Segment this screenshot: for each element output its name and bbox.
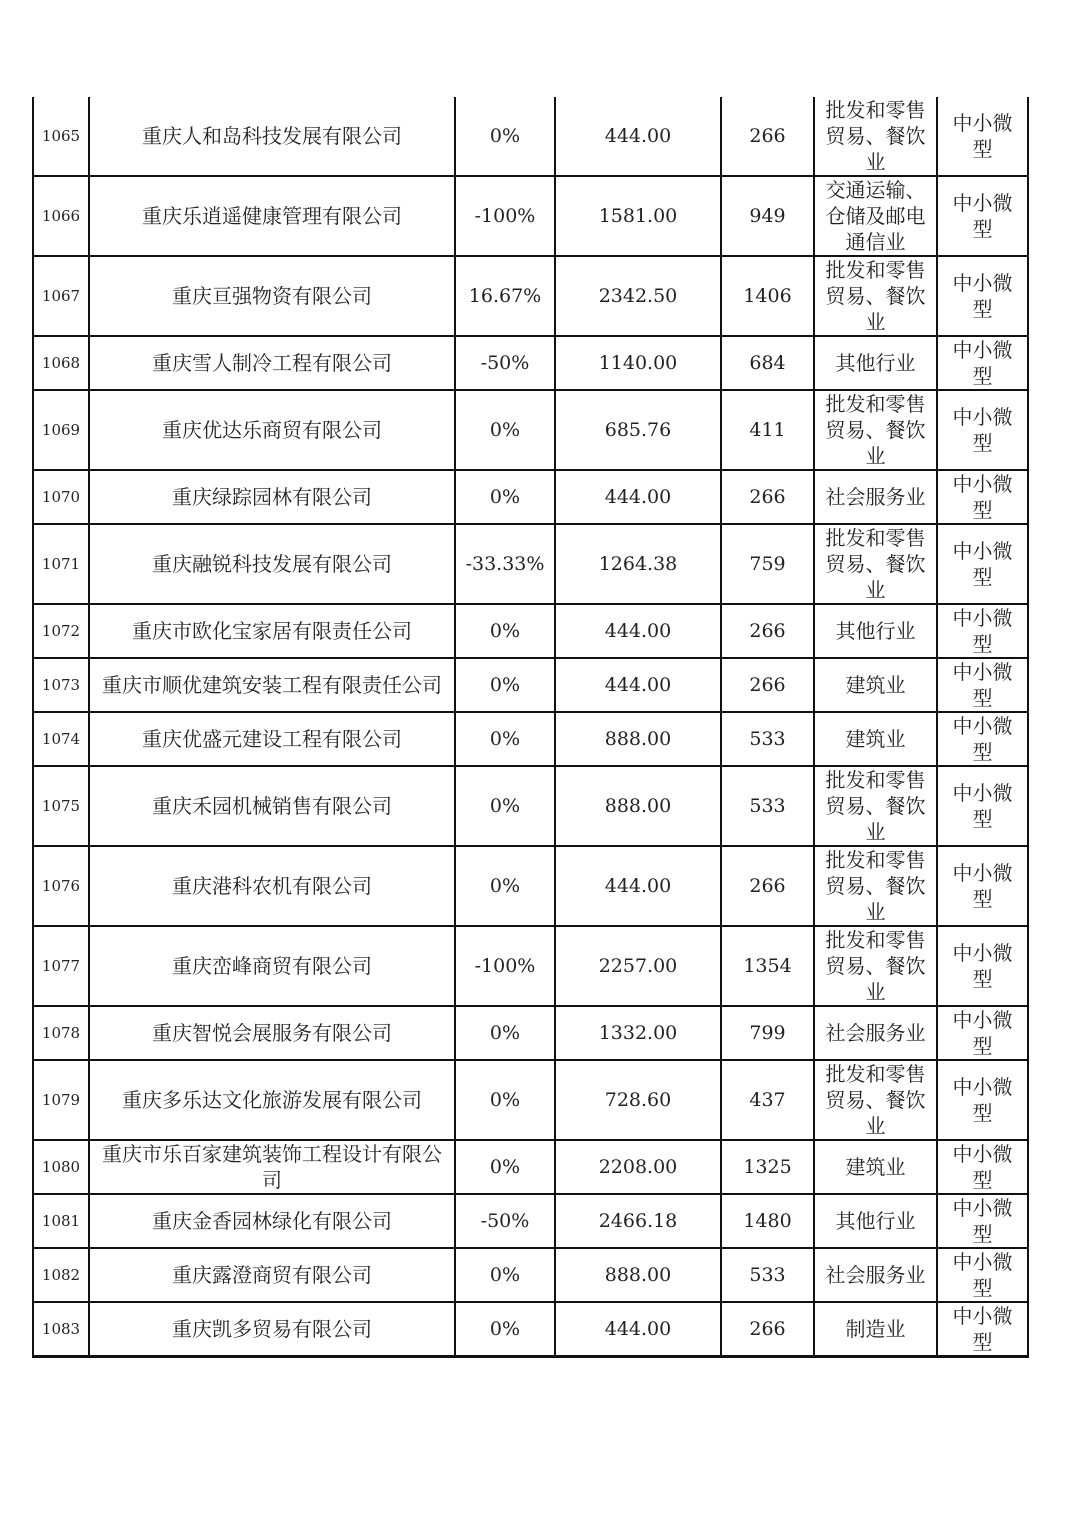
company-name-cell: 重庆多乐达文化旅游发展有限公司: [89, 1060, 455, 1140]
count-cell: 1406: [721, 256, 814, 336]
rate-cell: 0%: [455, 1140, 555, 1194]
table-row: [33, 846, 1028, 926]
rate-cell: 0%: [455, 1006, 555, 1060]
table-row: [33, 1194, 1028, 1248]
industry-cell: 建筑业: [814, 1140, 937, 1194]
enterprise-table: [32, 97, 1029, 1358]
rate-cell: 0%: [455, 766, 555, 846]
company-name-cell: 重庆雪人制冷工程有限公司: [89, 336, 455, 390]
industry-cell: 批发和零售贸易、餐饮业: [814, 766, 937, 846]
industry-cell: 社会服务业: [814, 1006, 937, 1060]
industry-cell: 批发和零售贸易、餐饮业: [814, 524, 937, 604]
rate-cell: 0%: [455, 390, 555, 470]
size-cell: 中小微型: [937, 1140, 1028, 1194]
company-name-cell: 重庆市乐百家建筑装饰工程设计有限公司: [89, 1140, 455, 1194]
count-cell: 266: [721, 846, 814, 926]
amount-cell: 1581.00: [555, 176, 721, 256]
company-name-cell: 重庆金香园林绿化有限公司: [89, 1194, 455, 1248]
table-row: [33, 604, 1028, 658]
amount-cell: 888.00: [555, 712, 721, 766]
size-cell: 中小微型: [937, 766, 1028, 846]
size-cell: 中小微型: [937, 1194, 1028, 1248]
amount-cell: 444.00: [555, 97, 721, 176]
amount-cell: 444.00: [555, 604, 721, 658]
enterprise-table-body: [33, 97, 1028, 1357]
rate-cell: 0%: [455, 470, 555, 524]
row-id-cell: 1080: [33, 1140, 89, 1194]
rate-cell: -33.33%: [455, 524, 555, 604]
table-row: [33, 926, 1028, 1006]
rate-cell: 16.67%: [455, 256, 555, 336]
amount-cell: 1264.38: [555, 524, 721, 604]
size-cell: 中小微型: [937, 712, 1028, 766]
company-name-cell: 重庆人和岛科技发展有限公司: [89, 97, 455, 176]
count-cell: 1354: [721, 926, 814, 1006]
rate-cell: 0%: [455, 1248, 555, 1302]
count-cell: 437: [721, 1060, 814, 1140]
rate-cell: -50%: [455, 1194, 555, 1248]
amount-cell: 2466.18: [555, 1194, 721, 1248]
row-id-cell: 1070: [33, 470, 89, 524]
table-row: [33, 766, 1028, 846]
size-cell: 中小微型: [937, 336, 1028, 390]
count-cell: 411: [721, 390, 814, 470]
size-cell: 中小微型: [937, 846, 1028, 926]
row-id-cell: 1078: [33, 1006, 89, 1060]
table-row: [33, 97, 1028, 176]
row-id-cell: 1073: [33, 658, 89, 712]
company-name-cell: 重庆港科农机有限公司: [89, 846, 455, 926]
count-cell: 684: [721, 336, 814, 390]
row-id-cell: 1081: [33, 1194, 89, 1248]
size-cell: 中小微型: [937, 176, 1028, 256]
company-name-cell: 重庆凯多贸易有限公司: [89, 1302, 455, 1357]
row-id-cell: 1074: [33, 712, 89, 766]
amount-cell: 444.00: [555, 846, 721, 926]
company-name-cell: 重庆市顺优建筑安装工程有限责任公司: [89, 658, 455, 712]
count-cell: 266: [721, 97, 814, 176]
size-cell: 中小微型: [937, 470, 1028, 524]
count-cell: 1480: [721, 1194, 814, 1248]
company-name-cell: 重庆亘强物资有限公司: [89, 256, 455, 336]
industry-cell: 社会服务业: [814, 470, 937, 524]
row-id-cell: 1076: [33, 846, 89, 926]
size-cell: 中小微型: [937, 658, 1028, 712]
company-name-cell: 重庆优达乐商贸有限公司: [89, 390, 455, 470]
amount-cell: 2257.00: [555, 926, 721, 1006]
amount-cell: 888.00: [555, 766, 721, 846]
company-name-cell: 重庆乐逍遥健康管理有限公司: [89, 176, 455, 256]
count-cell: 949: [721, 176, 814, 256]
amount-cell: 685.76: [555, 390, 721, 470]
row-id-cell: 1075: [33, 766, 89, 846]
count-cell: 266: [721, 604, 814, 658]
row-id-cell: 1072: [33, 604, 89, 658]
industry-cell: 批发和零售贸易、餐饮业: [814, 97, 937, 176]
amount-cell: 2342.50: [555, 256, 721, 336]
table-row: [33, 1248, 1028, 1302]
rate-cell: 0%: [455, 604, 555, 658]
company-name-cell: 重庆智悦会展服务有限公司: [89, 1006, 455, 1060]
size-cell: 中小微型: [937, 1248, 1028, 1302]
table-row: [33, 470, 1028, 524]
table-row: [33, 1302, 1028, 1357]
table-row: [33, 176, 1028, 256]
size-cell: 中小微型: [937, 256, 1028, 336]
count-cell: 533: [721, 766, 814, 846]
row-id-cell: 1066: [33, 176, 89, 256]
row-id-cell: 1067: [33, 256, 89, 336]
company-name-cell: 重庆绿踪园林有限公司: [89, 470, 455, 524]
count-cell: 533: [721, 1248, 814, 1302]
row-id-cell: 1077: [33, 926, 89, 1006]
count-cell: 533: [721, 712, 814, 766]
row-id-cell: 1082: [33, 1248, 89, 1302]
industry-cell: 社会服务业: [814, 1248, 937, 1302]
row-id-cell: 1068: [33, 336, 89, 390]
rate-cell: 0%: [455, 846, 555, 926]
industry-cell: 其他行业: [814, 604, 937, 658]
company-name-cell: 重庆禾园机械销售有限公司: [89, 766, 455, 846]
row-id-cell: 1071: [33, 524, 89, 604]
industry-cell: 建筑业: [814, 658, 937, 712]
table-row: [33, 1006, 1028, 1060]
row-id-cell: 1083: [33, 1302, 89, 1357]
industry-cell: 批发和零售贸易、餐饮业: [814, 390, 937, 470]
count-cell: 266: [721, 1302, 814, 1357]
rate-cell: 0%: [455, 712, 555, 766]
count-cell: 266: [721, 658, 814, 712]
size-cell: 中小微型: [937, 1006, 1028, 1060]
rate-cell: 0%: [455, 1060, 555, 1140]
company-name-cell: 重庆露澄商贸有限公司: [89, 1248, 455, 1302]
table-row: [33, 1140, 1028, 1194]
table-row: [33, 256, 1028, 336]
amount-cell: 1140.00: [555, 336, 721, 390]
size-cell: 中小微型: [937, 1302, 1028, 1357]
industry-cell: 批发和零售贸易、餐饮业: [814, 846, 937, 926]
amount-cell: 444.00: [555, 470, 721, 524]
industry-cell: 其他行业: [814, 1194, 937, 1248]
amount-cell: 888.00: [555, 1248, 721, 1302]
amount-cell: 444.00: [555, 658, 721, 712]
count-cell: 799: [721, 1006, 814, 1060]
rate-cell: 0%: [455, 97, 555, 176]
company-name-cell: 重庆市欧化宝家居有限责任公司: [89, 604, 455, 658]
rate-cell: 0%: [455, 658, 555, 712]
table-row: [33, 712, 1028, 766]
industry-cell: 交通运输、仓储及邮电通信业: [814, 176, 937, 256]
count-cell: 266: [721, 470, 814, 524]
industry-cell: 批发和零售贸易、餐饮业: [814, 1060, 937, 1140]
industry-cell: 批发和零售贸易、餐饮业: [814, 926, 937, 1006]
count-cell: 1325: [721, 1140, 814, 1194]
industry-cell: 制造业: [814, 1302, 937, 1357]
size-cell: 中小微型: [937, 1060, 1028, 1140]
table-row: [33, 336, 1028, 390]
row-id-cell: 1079: [33, 1060, 89, 1140]
amount-cell: 1332.00: [555, 1006, 721, 1060]
amount-cell: 444.00: [555, 1302, 721, 1357]
company-name-cell: 重庆峦峰商贸有限公司: [89, 926, 455, 1006]
amount-cell: 728.60: [555, 1060, 721, 1140]
size-cell: 中小微型: [937, 390, 1028, 470]
table-row: [33, 390, 1028, 470]
table-row: [33, 658, 1028, 712]
amount-cell: 2208.00: [555, 1140, 721, 1194]
rate-cell: -100%: [455, 176, 555, 256]
company-name-cell: 重庆优盛元建设工程有限公司: [89, 712, 455, 766]
company-name-cell: 重庆融锐科技发展有限公司: [89, 524, 455, 604]
industry-cell: 批发和零售贸易、餐饮业: [814, 256, 937, 336]
count-cell: 759: [721, 524, 814, 604]
size-cell: 中小微型: [937, 97, 1028, 176]
size-cell: 中小微型: [937, 926, 1028, 1006]
industry-cell: 其他行业: [814, 336, 937, 390]
row-id-cell: 1069: [33, 390, 89, 470]
rate-cell: -50%: [455, 336, 555, 390]
table-row: [33, 524, 1028, 604]
table-row: [33, 1060, 1028, 1140]
size-cell: 中小微型: [937, 524, 1028, 604]
industry-cell: 建筑业: [814, 712, 937, 766]
rate-cell: 0%: [455, 1302, 555, 1357]
rate-cell: -100%: [455, 926, 555, 1006]
size-cell: 中小微型: [937, 604, 1028, 658]
row-id-cell: 1065: [33, 97, 89, 176]
